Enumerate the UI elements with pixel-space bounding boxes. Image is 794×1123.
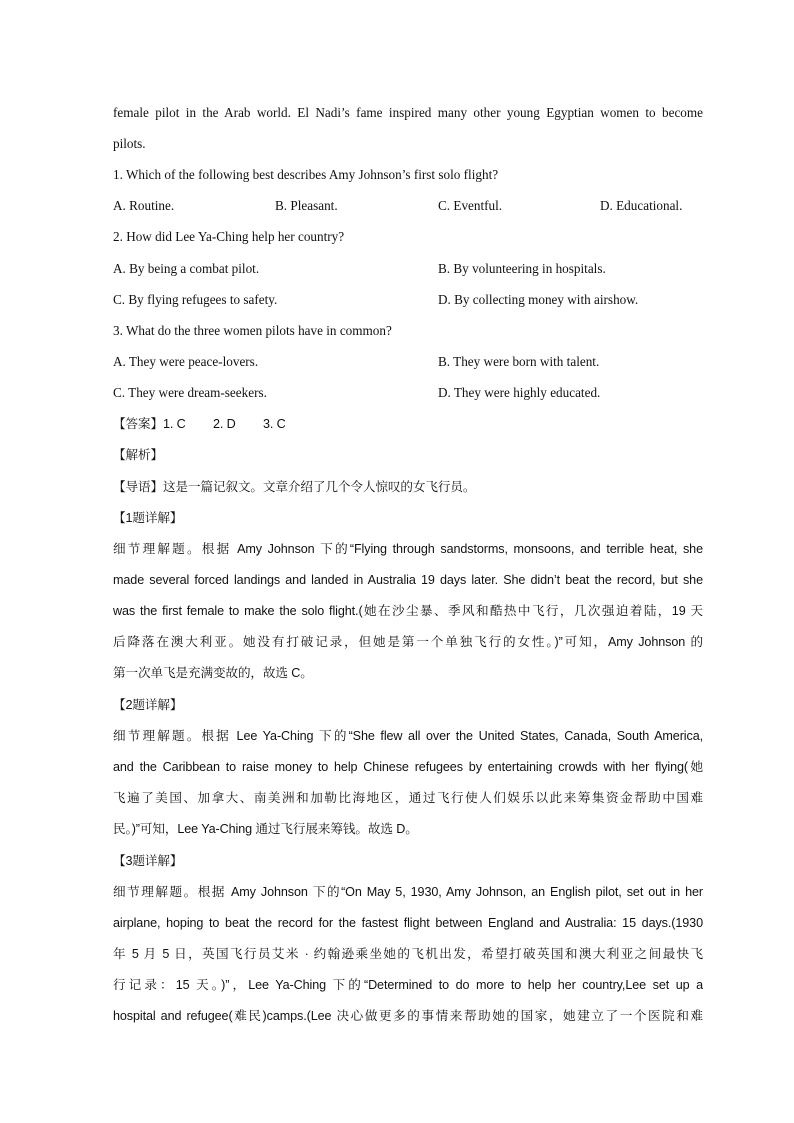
answer-item: 1. C (162, 417, 186, 431)
analysis-line: was the first female to make the solo flight.(她在沙尘暴、季风和酷热中飞行，几次强迫着陆，19 天 (113, 604, 703, 618)
passage-line: female pilot in the Arab world. El Nadi’s fame inspired many other young Egyptian women to become (113, 105, 703, 120)
option-c: C. By flying refugees to safety. (113, 292, 278, 307)
answer-item: 3. C (262, 417, 286, 431)
analysis-line: 年 5 月 5 日，英国飞行员艾米 · 约翰逊乘坐她的飞机出发，希望打破英国和澳大利亚之间最快飞 (113, 947, 703, 961)
analysis-line: 细节理解题。根据 Amy Johnson 下的“Flying through sandstorms, monsoons, and terrible heat, she (113, 542, 703, 556)
analysis-line: and the Caribbean to raise money to help Chinese refugees by entertaining crowds with her flying(她 (113, 760, 703, 774)
analysis-line: 民。)”可知，Lee Ya-Ching 通过飞行展来筹钱。故选 D。 (113, 822, 418, 836)
answer-item: 2. D (212, 417, 236, 431)
analysis-line: 后降落在澳大利亚。她没有打破记录，但她是第一个单独飞行的女性。)”可知，Amy Johnson 的 (113, 635, 703, 649)
question-stem: 3. What do the three women pilots have in common? (113, 323, 392, 338)
option-d: D. They were highly educated. (438, 385, 601, 400)
option-b: B. Pleasant. (275, 198, 338, 213)
section-heading: 【1题详解】 (113, 511, 183, 525)
option-c: C. Eventful. (438, 198, 503, 213)
passage-line: pilots. (113, 136, 146, 151)
analysis-line: 细节理解题。根据 Amy Johnson 下的“On May 5, 1930, Amy Johnson, an English pilot, set out in her (113, 885, 703, 899)
option-d: D. Educational. (600, 198, 683, 213)
analysis-line: hospital and refugee(难民)camps.(Lee 决心做更多的事情来帮助她的国家，她建立了一个医院和难 (113, 1009, 703, 1023)
answer-label: 【答案】 (113, 417, 163, 431)
analysis-line: made several forced landings and landed in Australia 19 days later. She didn’t beat the record, but she (113, 573, 703, 587)
section-heading: 【3题详解】 (113, 854, 183, 868)
option-a: A. They were peace-lovers. (113, 354, 259, 369)
option-d: D. By collecting money with airshow. (438, 292, 639, 307)
analysis-line: 第一次单飞是充满变故的，故选 C。 (113, 666, 313, 680)
analysis-heading: 【解析】 (113, 448, 163, 462)
analysis-intro: 【导语】这是一篇记叙文。文章介绍了几个令人惊叹的女飞行员。 (113, 480, 476, 494)
option-c: C. They were dream-seekers. (113, 385, 267, 400)
option-b: B. They were born with talent. (438, 354, 600, 369)
section-heading: 【2题详解】 (113, 698, 183, 712)
analysis-line: 飞遍了美国、加拿大、南美洲和加勒比海地区，通过飞行使人们娱乐以此来筹集资金帮助中国难 (113, 791, 703, 805)
option-a: A. Routine. (113, 198, 175, 213)
answer-line (113, 416, 703, 432)
question-stem: 1. Which of the following best describes Amy Johnson’s first solo flight? (113, 167, 499, 182)
option-b: B. By volunteering in hospitals. (438, 261, 606, 276)
question-stem: 2. How did Lee Ya-Ching help her country? (113, 229, 345, 244)
analysis-line: 细节理解题。根据 Lee Ya-Ching 下的“She flew all over the United States, Canada, South America, (113, 729, 703, 743)
analysis-line: airplane, hoping to beat the record for the fastest flight between England and Australia: 15 days.(1930 (113, 916, 703, 930)
option-a: A. By being a combat pilot. (113, 261, 260, 276)
analysis-line: 行记录：15 天。)”，Lee Ya-Ching 下的“Determined to do more to help her country,Lee set up a (113, 978, 703, 992)
